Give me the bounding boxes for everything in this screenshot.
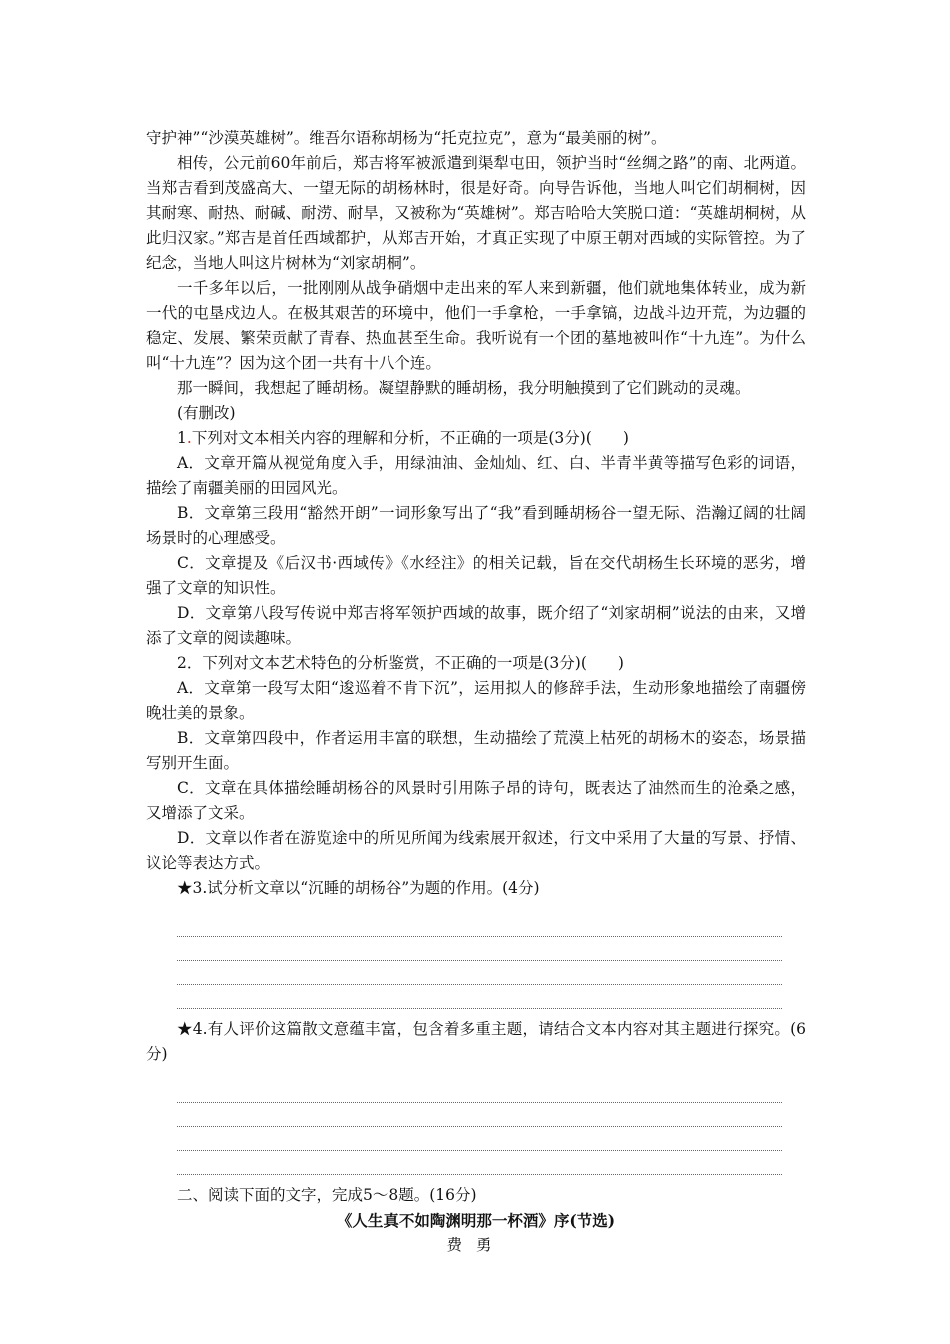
question-2-option-c: C．文章在具体描绘睡胡杨谷的风景时引用陈子昂的诗句，既表达了油然而生的沧桑之感，又增添了文采。 <box>146 779 806 822</box>
source-note: (有删改) <box>177 404 236 422</box>
passage-paragraph: 一千多年以后，一批刚刚从战争硝烟中走出来的军人来到新疆，他们就地集体转业，成为新一代的屯垦戍边人。在极其艰苦的环境中，他们一手拿枪，一手拿镐，边战斗边开荒，为边疆的稳定、发展、繁荣贡献了青春、热血甚至生命。我听说有一个团的墓地被叫作“十九连”。为什么叫“十九连”？因为这个团一共有十八个连。 <box>146 279 806 372</box>
section-2-title: 《人生真不如陶渊明那一杯酒》序(节选) <box>336 1211 616 1230</box>
answer-line <box>177 1127 782 1151</box>
question-1-dot: . <box>186 429 192 447</box>
question-1-option-b: B．文章第三段用“豁然开朗”一词形象写出了“我”看到睡胡杨谷一望无际、浩瀚辽阔的壮阔场景时的心理感受。 <box>146 504 806 547</box>
section-2-heading: 二、阅读下面的文字，完成5～8题。(16分) <box>177 1186 477 1204</box>
answer-line <box>177 913 782 937</box>
question-4-answer-area[interactable] <box>177 1079 782 1175</box>
question-1-option-c: C．文章提及《后汉书·西域传》《水经注》的相关记载，旨在交代胡杨生长环境的恶劣，增强了文章的知识性。 <box>146 554 806 597</box>
question-1-text: 下列对文本相关内容的理解和分析，不正确的一项是(3分)( ) <box>191 429 629 447</box>
question-2-option-d: D．文章以作者在游览途中的所见所闻为线索展开叙述，行文中采用了大量的写景、抒情、议论等表达方式。 <box>146 829 806 872</box>
passage-paragraph: 守护神”“沙漠英雄树”。维吾尔语称胡杨为“托克拉克”，意为“最美丽的树”。 <box>146 129 667 147</box>
question-2-stem: 2．下列对文本艺术特色的分析鉴赏，不正确的一项是(3分)( ) <box>177 654 624 672</box>
answer-line <box>177 937 782 961</box>
section-2-author: 费勇 <box>446 1236 506 1254</box>
answer-line <box>177 1151 782 1175</box>
question-1-option-a: A．文章开篇从视觉角度入手，用绿油油、金灿灿、红、白、半青半黄等描写色彩的词语，描绘了南疆美丽的田园风光。 <box>146 454 806 497</box>
question-2-option-a: A．文章第一段写太阳“逡巡着不肯下沉”，运用拟人的修辞手法，生动形象地描绘了南疆傍晚壮美的景象。 <box>146 679 806 722</box>
question-3-stem: ★3.试分析文章以“沉睡的胡杨谷”为题的作用。(4分) <box>177 879 540 897</box>
answer-line <box>177 985 782 1009</box>
question-2-option-b: B．文章第四段中，作者运用丰富的联想，生动描绘了荒漠上枯死的胡杨木的姿态，场景描写别开生面。 <box>146 729 806 772</box>
answer-line <box>177 1103 782 1127</box>
passage-paragraph: 相传，公元前60年前后，郑吉将军被派遣到渠犁屯田，领护当时“丝绸之路”的南、北两道。当郑吉看到茂盛高大、一望无际的胡杨林时，很是好奇。向导告诉他，当地人叫它们胡桐树，因其耐寒、耐热、耐碱、耐涝、耐旱，又被称为“英雄树”。郑吉哈哈大笑脱口道：“英雄胡桐树，从此归汉家。”郑吉是首任西域都护，从郑吉开始，才真正实现了中原王朝对西域的实际管控。为了纪念，当地人叫这片树林为“刘家胡桐”。 <box>146 154 806 272</box>
question-3-answer-area[interactable] <box>177 913 782 1009</box>
answer-line <box>177 1079 782 1103</box>
answer-line <box>177 961 782 985</box>
question-4-stem: ★4.有人评价这篇散文意蕴丰富，包含着多重主题，请结合文本内容对其主题进行探究。(6分) <box>146 1020 806 1063</box>
document-page <box>146 126 806 1258</box>
question-1-number: 1 <box>177 429 187 447</box>
question-1-option-d: D．文章第八段写传说中郑吉将军领护西域的故事，既介绍了“刘家胡桐”说法的由来，又增添了文章的阅读趣味。 <box>146 604 806 647</box>
passage-paragraph: 那一瞬间，我想起了睡胡杨。凝望静默的睡胡杨，我分明触摸到了它们跳动的灵魂。 <box>177 379 751 397</box>
question-1-stem <box>146 426 806 451</box>
